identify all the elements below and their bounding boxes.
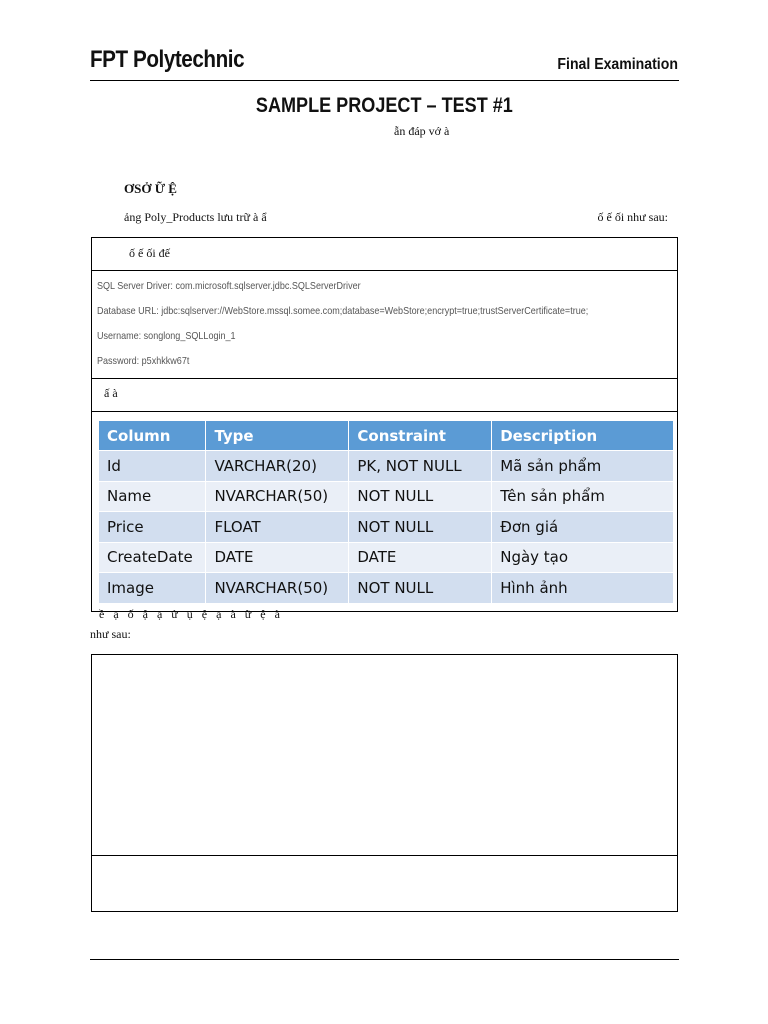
- table-header-cell: Constraint: [349, 421, 492, 451]
- table-cell: Id: [99, 451, 206, 482]
- table-row: [99, 451, 674, 482]
- table-header-cell: Type: [206, 421, 349, 451]
- document-subtitle: ẫn đáp vớ à: [394, 124, 450, 138]
- columns-table: [99, 421, 674, 603]
- table-cell: Tên sản phẩm: [492, 481, 674, 512]
- table-row: [99, 481, 674, 512]
- table-cell: Hình ảnh: [492, 573, 674, 603]
- table-cell: NOT NULL: [349, 512, 492, 543]
- table-row: [99, 573, 674, 603]
- footer-rule: [90, 959, 679, 960]
- box-divider: [91, 411, 678, 412]
- table-header-cell: Column: [99, 421, 206, 451]
- table-row: [99, 512, 674, 543]
- table-cell: DATE: [349, 542, 492, 573]
- table-cell: NVARCHAR(50): [206, 481, 349, 512]
- answer-box-divider: [91, 855, 678, 856]
- table-cell: Name: [99, 481, 206, 512]
- table-header-cell: Description: [492, 421, 674, 451]
- table-cell: NVARCHAR(50): [206, 573, 349, 603]
- header-rule: [90, 80, 679, 81]
- password-line: Password: p5xhkkw67t: [97, 355, 190, 367]
- table-cell: Price: [99, 512, 206, 543]
- section-heading: ƠSỞ Ữ Ệ: [124, 181, 177, 196]
- box-divider: [91, 378, 678, 379]
- table-cell: CreateDate: [99, 542, 206, 573]
- table-header-row: [99, 421, 674, 451]
- table-cell: Ngày tạo: [492, 542, 674, 573]
- table-cell: Image: [99, 573, 206, 603]
- username-line: Username: songlong_SQLLogin_1: [97, 330, 236, 342]
- connection-heading: ố ế ối đế: [129, 246, 170, 260]
- section-intro-right: ố ế ối như sau:: [597, 210, 668, 224]
- structure-heading: ấ à: [104, 386, 118, 400]
- table-cell: Mã sản phẩm: [492, 451, 674, 482]
- table-cell: FLOAT: [206, 512, 349, 543]
- requirement-line-1: ề ạ ố ậ ạ ử ụ ệ ạ à ữ ệ à: [99, 607, 280, 621]
- box-divider: [91, 270, 678, 271]
- table-row: [99, 542, 674, 573]
- requirement-line-2: như sau:: [90, 627, 131, 641]
- brand-title: FPT Polytechnic: [90, 46, 245, 73]
- exam-label: Final Examination: [557, 56, 678, 73]
- url-line: Database URL: jdbc:sqlserver://WebStore.mssql.somee.com;database=WebStore;encrypt=true;trustServerCertificate=true;: [97, 305, 589, 317]
- table-cell: PK, NOT NULL: [349, 451, 492, 482]
- answer-box: [91, 654, 678, 912]
- driver-line: SQL Server Driver: com.microsoft.sqlserver.jdbc.SQLServerDriver: [97, 280, 361, 292]
- table-cell: VARCHAR(20): [206, 451, 349, 482]
- table-cell: NOT NULL: [349, 573, 492, 603]
- table-cell: DATE: [206, 542, 349, 573]
- section-intro-left: ảng Poly_Products lưu trữ à ẩ: [124, 210, 267, 224]
- table-cell: NOT NULL: [349, 481, 492, 512]
- table-cell: Đơn giá: [492, 512, 674, 543]
- document-title: SAMPLE PROJECT – TEST #1: [255, 94, 513, 117]
